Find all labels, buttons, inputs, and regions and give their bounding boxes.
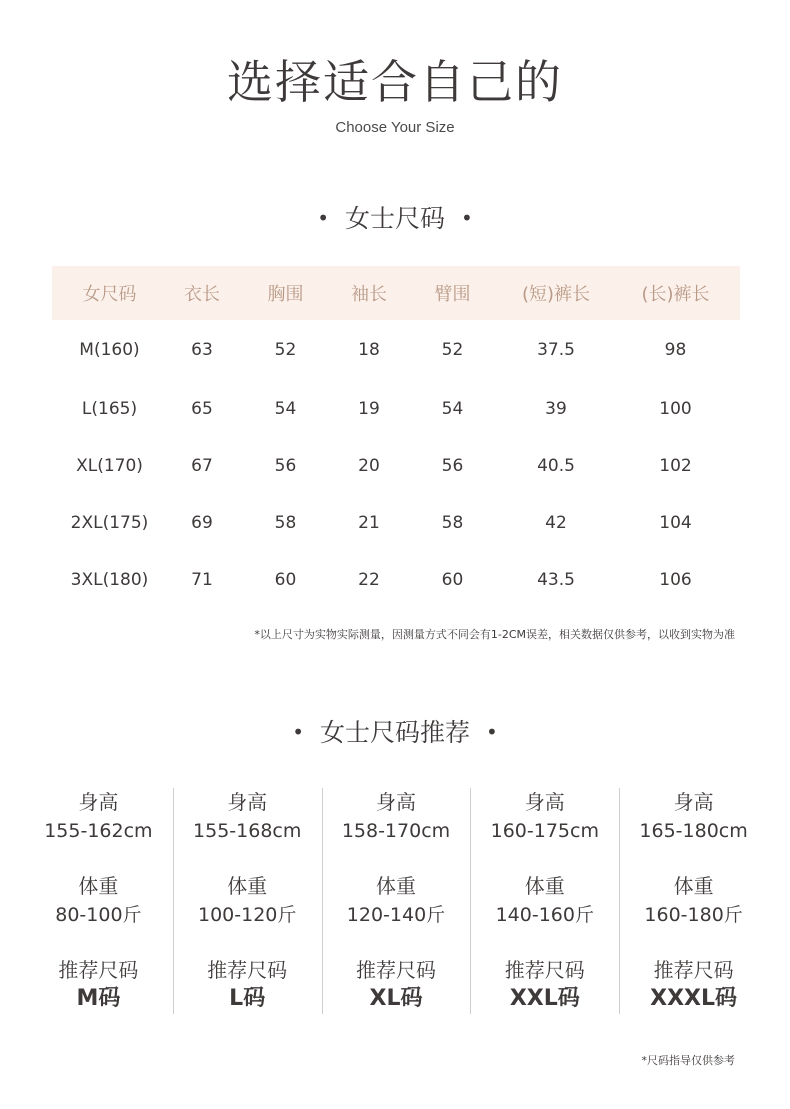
column-header: 衣长 (184, 284, 220, 305)
table-header-row (52, 266, 740, 320)
recommended-size: XXXL码 (650, 986, 738, 1011)
column-header: 女尺码 (82, 284, 137, 305)
table-row (52, 551, 740, 608)
weight-label: 体重 (78, 874, 119, 898)
height-label: 身高 (78, 790, 119, 814)
size-recommend-heading (0, 715, 790, 750)
size-chart-heading (0, 201, 790, 236)
weight-range: 140-160斤 (495, 904, 594, 926)
weight-label: 体重 (227, 874, 268, 898)
recommend-column (619, 788, 768, 1014)
recommended-size-label: 推荐尺码 (58, 958, 139, 982)
height-range: 160-175cm (490, 820, 599, 842)
table-row (52, 320, 740, 380)
table-cell: 54 (274, 398, 297, 419)
weight-label: 体重 (375, 874, 416, 898)
column-header: 袖长 (351, 284, 387, 305)
recommended-size-label: 推荐尺码 (504, 958, 585, 982)
weight-label: 体重 (673, 874, 714, 898)
recommended-size-label: 推荐尺码 (653, 958, 734, 982)
table-cell: 98 (664, 340, 687, 360)
weight-label: 体重 (524, 874, 565, 898)
table-cell: 43.5 (537, 569, 575, 590)
bullet-dot-icon: • (292, 720, 304, 744)
measurement-note: *以上尺寸为实物实际测量，因测量方式不同会有1-2CM误差，相关数据仅供参考，以收到实物为准 (254, 628, 735, 641)
size-recommend-grid (24, 788, 768, 1014)
table-cell: 39 (545, 398, 567, 419)
recommend-column (470, 788, 619, 1014)
table-cell: 100 (659, 398, 692, 419)
page-title: 选择适合自己的 (227, 55, 563, 109)
table-cell: 58 (441, 512, 464, 533)
column-header: (短)裤长 (521, 284, 591, 305)
table-cell: 42 (545, 512, 567, 533)
size-chart-table (52, 266, 740, 608)
table-cell: 54 (441, 398, 464, 419)
recommended-size-label: 推荐尺码 (355, 958, 436, 982)
table-cell: 104 (659, 512, 692, 533)
table-cell: 58 (274, 512, 297, 533)
table-cell: L(165) (81, 398, 138, 419)
recommended-size: XL码 (369, 986, 423, 1011)
table-row (52, 494, 740, 551)
table-cell: 56 (441, 455, 464, 476)
recommend-column (322, 788, 471, 1014)
recommended-size-label: 推荐尺码 (207, 958, 288, 982)
recommended-size: M码 (76, 986, 121, 1011)
recommend-column (173, 788, 322, 1014)
table-cell: 60 (441, 569, 464, 590)
size-chart-heading-text: 女士尺码 (344, 204, 445, 233)
recommended-size: XXL码 (509, 986, 580, 1011)
size-guide-note: *尺码指导仅供参考 (641, 1054, 735, 1067)
height-range: 155-162cm (44, 820, 153, 842)
size-recommend-heading-text: 女士尺码推荐 (319, 718, 470, 747)
table-cell: XL(170) (76, 455, 143, 476)
height-label: 身高 (375, 790, 416, 814)
table-cell: 20 (358, 455, 380, 476)
weight-range: 120-140斤 (346, 904, 446, 926)
table-cell: 21 (358, 512, 380, 533)
table-cell: M(160) (79, 340, 140, 360)
table-cell: 102 (659, 455, 692, 476)
table-cell: 52 (441, 340, 464, 360)
column-header: (长)裤长 (641, 284, 710, 305)
table-cell: 2XL(175) (70, 512, 149, 533)
table-cell: 69 (191, 512, 213, 533)
height-range: 165-180cm (639, 820, 748, 842)
bullet-dot-icon: • (317, 206, 329, 230)
height-range: 155-168cm (193, 820, 302, 842)
table-cell: 18 (358, 340, 380, 360)
height-label: 身高 (524, 790, 565, 814)
table-cell: 63 (191, 340, 213, 360)
table-cell: 60 (274, 569, 297, 590)
recommended-size: L码 (229, 986, 266, 1011)
weight-range: 80-100斤 (55, 904, 142, 926)
height-range: 158-170cm (341, 820, 451, 842)
table-cell: 22 (358, 569, 380, 590)
table-cell: 52 (274, 340, 297, 360)
table-row (52, 437, 740, 494)
weight-range: 160-180斤 (644, 904, 743, 926)
table-cell: 67 (191, 455, 213, 476)
height-label: 身高 (227, 790, 268, 814)
page-subtitle: Choose Your Size (335, 119, 455, 136)
table-cell: 3XL(180) (70, 569, 149, 590)
table-row (52, 380, 740, 437)
table-cell: 19 (358, 398, 380, 419)
bullet-dot-icon: • (461, 206, 473, 230)
column-header: 臂围 (434, 284, 471, 305)
height-label: 身高 (673, 790, 714, 814)
table-cell: 37.5 (537, 340, 575, 360)
table-cell: 40.5 (537, 455, 575, 476)
table-cell: 106 (659, 569, 692, 590)
recommend-column (24, 788, 173, 1014)
table-cell: 65 (191, 398, 213, 419)
weight-range: 100-120斤 (198, 904, 297, 926)
table-cell: 56 (274, 455, 297, 476)
bullet-dot-icon: • (486, 720, 498, 744)
table-cell: 71 (191, 569, 213, 590)
column-header: 胸围 (267, 284, 304, 305)
